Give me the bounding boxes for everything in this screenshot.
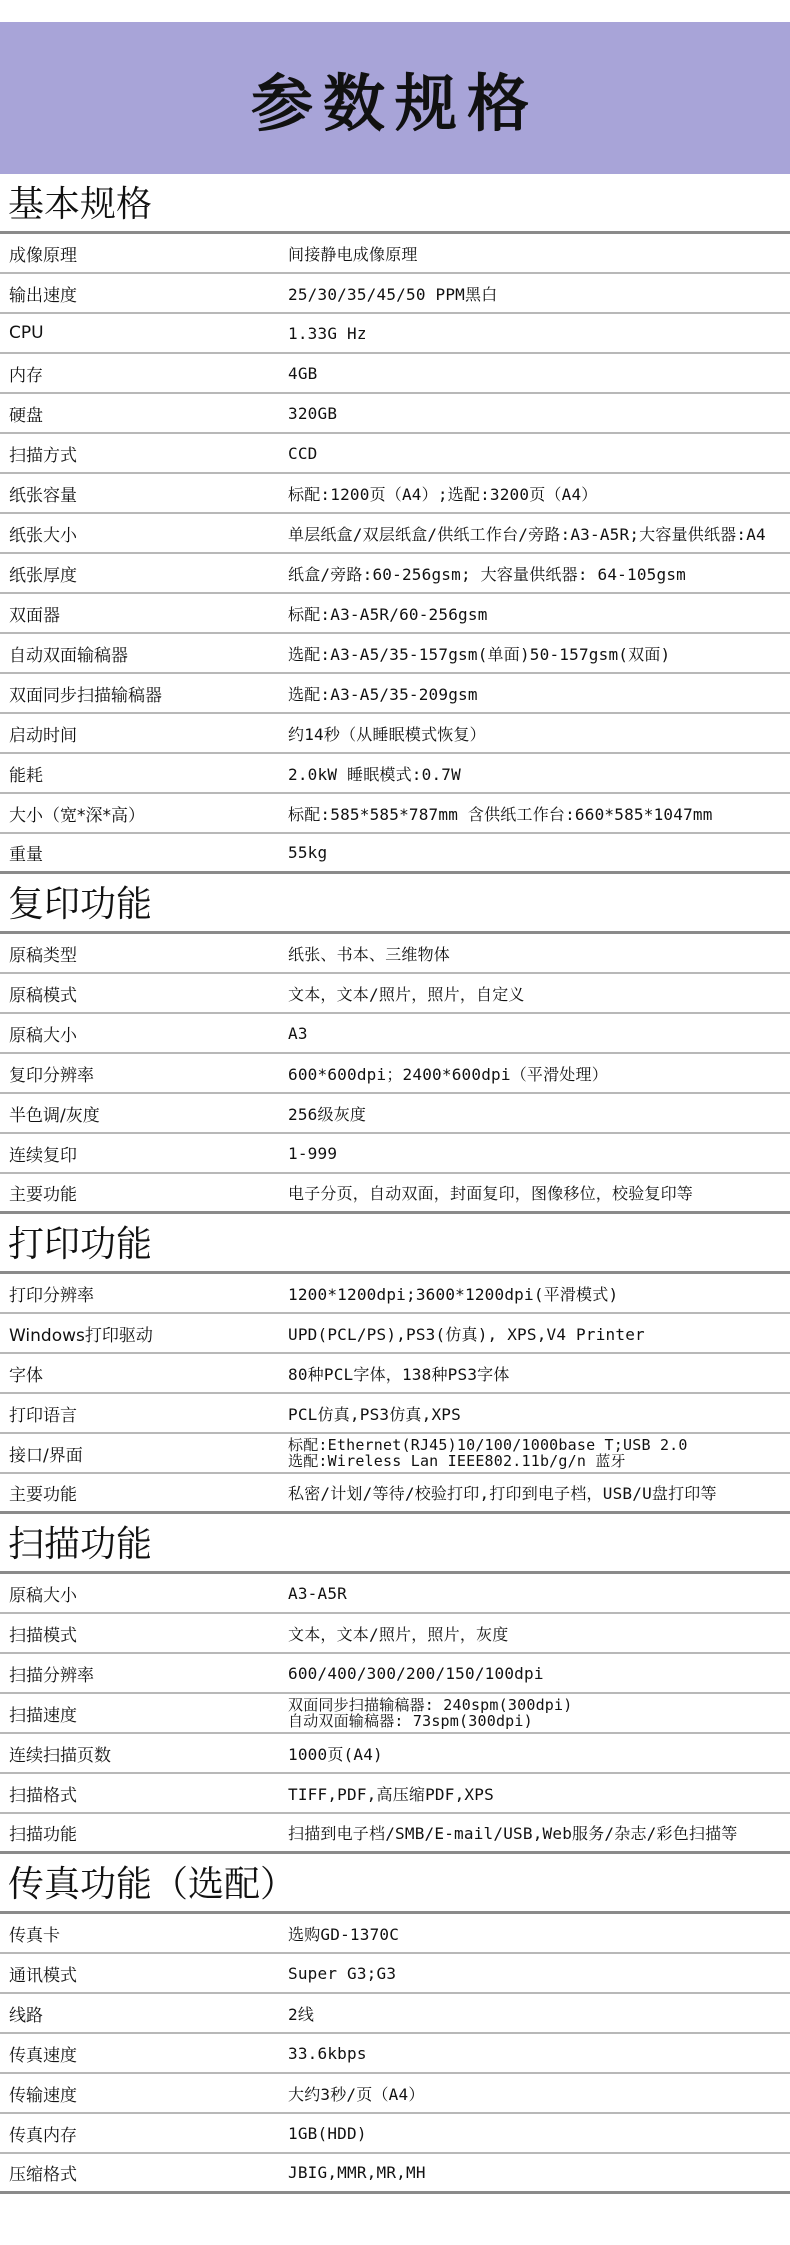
spec-value: 标配:Ethernet(RJ45)10/100/1000base T;USB 2.0 选配:Wireless Lan IEEE802.11b/g/n 蓝牙 (288, 1437, 688, 1469)
spec-value: 双面同步扫描输稿器: 240spm(300dpi) 自动双面输稿器: 73spm(300dpi) (288, 1697, 573, 1729)
spec-value: PCL仿真,PS3仿真,XPS (288, 1404, 461, 1424)
spec-label: 扫描功能 (9, 1825, 77, 1845)
spec-row (0, 594, 790, 634)
spec-row (0, 1314, 790, 1354)
spec-label: 成像原理 (9, 245, 77, 266)
spec-value: CCD (288, 443, 318, 463)
spec-label: 连续复印 (9, 1145, 77, 1166)
spec-row (0, 1274, 790, 1314)
spec-value: 约14秒（从睡眠模式恢复） (288, 724, 486, 744)
spec-row (0, 794, 790, 834)
spec-value: 标配:A3-A5R/60-256gsm (288, 604, 488, 624)
section-title: 传真功能（选配） (0, 1854, 790, 1914)
spec-row (0, 474, 790, 514)
spec-value: 1.33G Hz (288, 323, 367, 343)
spec-value: 600*600dpi；2400*600dpi（平滑处理） (288, 1064, 608, 1084)
spec-value: 1200*1200dpi;3600*1200dpi(平滑模式) (288, 1284, 619, 1304)
spec-label: 半色调/灰度 (9, 1105, 100, 1126)
spec-row (0, 274, 790, 314)
spec-label: 通讯模式 (9, 1965, 77, 1986)
spec-label: 内存 (9, 365, 43, 386)
spec-label: 纸张厚度 (9, 565, 77, 586)
spec-value: 2线 (288, 2004, 315, 2024)
spec-label: CPU (9, 323, 44, 343)
spec-section (0, 874, 790, 1214)
spec-row (0, 1394, 790, 1434)
spec-row (0, 514, 790, 554)
spec-row (0, 2114, 790, 2154)
spec-value: A3 (288, 1023, 308, 1043)
spec-label: 双面器 (9, 605, 60, 626)
spec-value: 标配:585*585*787mm 含供纸工作台:660*585*1047mm (288, 804, 713, 824)
spec-label: 自动双面输稿器 (9, 645, 128, 666)
spec-label: 双面同步扫描输稿器 (9, 685, 162, 706)
spec-label: 输出速度 (9, 285, 77, 306)
spec-value: 标配:1200页（A4）;选配:3200页（A4） (288, 484, 598, 504)
spec-label: 纸张大小 (9, 525, 77, 546)
spec-label: 原稿大小 (9, 1585, 77, 1606)
spec-label: 硬盘 (9, 405, 43, 426)
spec-row (0, 314, 790, 354)
spec-value: 文本，文本/照片，照片，自定义 (288, 984, 525, 1004)
spec-row (0, 434, 790, 474)
spec-row (0, 1994, 790, 2034)
spec-row (0, 2154, 790, 2194)
spec-label: 启动时间 (9, 725, 77, 746)
spec-label: 扫描模式 (9, 1625, 77, 1646)
spec-value: A3-A5R (288, 1583, 347, 1603)
spec-value: 扫描到电子档/SMB/E-mail/USB,Web服务/杂志/彩色扫描等 (288, 1824, 738, 1843)
spec-value: 单层纸盒/双层纸盒/供纸工作台/旁路:A3-A5R;大容量供纸器:A4 (288, 524, 766, 544)
spec-row (0, 554, 790, 594)
spec-value: 80种PCL字体，138种PS3字体 (288, 1364, 510, 1384)
spec-row (0, 1654, 790, 1694)
spec-value: 纸盒/旁路:60-256gsm; 大容量供纸器: 64-105gsm (288, 564, 686, 584)
spec-value: JBIG,MMR,MR,MH (288, 2163, 426, 2182)
spec-value: 间接静电成像原理 (288, 244, 418, 264)
spec-row (0, 934, 790, 974)
section-title: 基本规格 (0, 174, 790, 234)
spec-row (0, 1014, 790, 1054)
spec-label: 复印分辨率 (9, 1065, 94, 1086)
spec-label: Windows打印驱动 (9, 1325, 153, 1346)
spec-label: 纸张容量 (9, 485, 77, 506)
title-banner (0, 22, 790, 174)
spec-label: 传真卡 (9, 1925, 60, 1946)
spec-value: 文本，文本/照片，照片，灰度 (288, 1624, 509, 1644)
spec-label: 扫描方式 (9, 445, 77, 466)
spec-row (0, 1434, 790, 1474)
spec-row (0, 834, 790, 874)
spec-label: 接口/界面 (9, 1445, 83, 1466)
spec-row (0, 974, 790, 1014)
spec-label: 大小（宽*深*高） (9, 805, 145, 826)
spec-row (0, 1954, 790, 1994)
spec-row (0, 634, 790, 674)
spec-row (0, 1814, 790, 1854)
spec-value: 320GB (288, 403, 338, 423)
spec-label: 线路 (9, 2005, 43, 2026)
spec-label: 字体 (9, 1365, 43, 1386)
spec-label: 能耗 (9, 765, 43, 786)
spec-label: 传真速度 (9, 2045, 77, 2066)
spec-value: 25/30/35/45/50 PPM黑白 (288, 284, 498, 304)
spec-row (0, 754, 790, 794)
spec-section (0, 174, 790, 874)
spec-value: 33.6kbps (288, 2043, 367, 2063)
spec-row (0, 1614, 790, 1654)
spec-label: 传真内存 (9, 2125, 77, 2146)
spec-label: 主要功能 (9, 1185, 77, 1205)
spec-label: 传输速度 (9, 2085, 77, 2106)
spec-row (0, 1914, 790, 1954)
spec-row (0, 354, 790, 394)
spec-value: 选购GD-1370C (288, 1924, 400, 1944)
spec-row (0, 234, 790, 274)
spec-row (0, 1574, 790, 1614)
spec-row (0, 1474, 790, 1514)
spec-value: 600/400/300/200/150/100dpi (288, 1663, 544, 1683)
spec-row (0, 1174, 790, 1214)
spec-row (0, 1054, 790, 1094)
spec-row (0, 1734, 790, 1774)
spec-value: 私密/计划/等待/校验打印,打印到电子档，USB/U盘打印等 (288, 1484, 717, 1503)
spec-label: 扫描分辨率 (9, 1665, 94, 1686)
spec-row (0, 2034, 790, 2074)
spec-row (0, 674, 790, 714)
spec-label: 原稿模式 (9, 985, 77, 1006)
spec-label: 原稿类型 (9, 945, 77, 966)
spec-value: 电子分页，自动双面，封面复印，图像移位，校验复印等 (288, 1184, 694, 1203)
spec-value: 256级灰度 (288, 1104, 367, 1124)
section-title: 打印功能 (0, 1214, 790, 1274)
spec-label: 原稿大小 (9, 1025, 77, 1046)
spec-value: 选配:A3-A5/35-209gsm (288, 684, 478, 704)
section-title: 扫描功能 (0, 1514, 790, 1574)
spec-row (0, 1354, 790, 1394)
spec-value: 2.0kW 睡眠模式:0.7W (288, 764, 461, 784)
page-title: 参数规格 (250, 66, 539, 140)
spec-row (0, 1094, 790, 1134)
spec-value: UPD(PCL/PS),PS3(仿真), XPS,V4 Printer (288, 1324, 645, 1344)
spec-value: 1000页(A4) (288, 1744, 383, 1764)
spec-value: 4GB (288, 363, 318, 383)
spec-row (0, 394, 790, 434)
spec-section (0, 1514, 790, 1854)
spec-content (0, 174, 790, 2194)
spec-label: 重量 (9, 845, 43, 865)
spec-row (0, 1134, 790, 1174)
spec-row (0, 2074, 790, 2114)
spec-label: 主要功能 (9, 1485, 77, 1505)
spec-section (0, 1214, 790, 1514)
spec-label: 连续扫描页数 (9, 1745, 111, 1766)
spec-label: 扫描速度 (9, 1705, 77, 1726)
spec-label: 压缩格式 (9, 2165, 77, 2185)
spec-value: 选配:A3-A5/35-157gsm(单面)50-157gsm(双面) (288, 644, 671, 664)
spec-label: 打印分辨率 (9, 1285, 94, 1306)
spec-row (0, 714, 790, 754)
spec-value: 55kg (288, 843, 328, 862)
spec-label: 打印语言 (9, 1405, 77, 1426)
spec-value: 纸张、书本、三维物体 (288, 944, 451, 964)
section-title: 复印功能 (0, 874, 790, 934)
spec-value: 大约3秒/页（A4） (288, 2084, 425, 2104)
spec-value: Super G3;G3 (288, 1963, 397, 1983)
spec-section (0, 1854, 790, 2194)
spec-row (0, 1774, 790, 1814)
spec-value: TIFF,PDF,高压缩PDF,XPS (288, 1784, 494, 1804)
spec-value: 1GB(HDD) (288, 2123, 367, 2143)
spec-label: 扫描格式 (9, 1785, 77, 1806)
spec-row (0, 1694, 790, 1734)
spec-value: 1-999 (288, 1143, 338, 1163)
